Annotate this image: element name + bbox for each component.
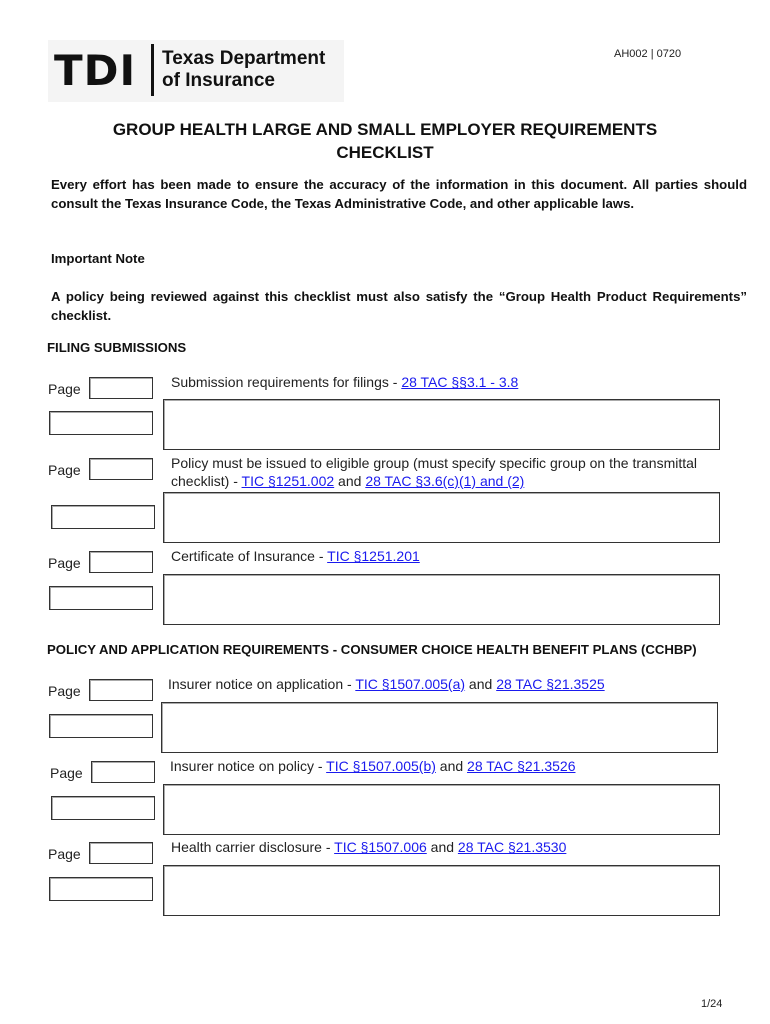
comment-field[interactable] (163, 574, 720, 625)
comment-field[interactable] (161, 702, 718, 753)
citation-link[interactable]: 28 TAC §21.3525 (496, 676, 605, 692)
page-number-input[interactable] (91, 761, 155, 783)
page-label: Page (48, 462, 81, 478)
requirement-text: Insurer notice on application - TIC §1507.005(a) and 28 TAC §21.3525 (168, 676, 605, 692)
citation-link[interactable]: 28 TAC §3.6(c)(1) and (2) (365, 473, 525, 489)
logo-text-line1: Texas Department (162, 48, 326, 69)
page-number-input[interactable] (89, 842, 153, 864)
form-code: AH002 | 0720 (614, 48, 682, 60)
page-number-input[interactable] (89, 679, 153, 701)
side-checkbox-field[interactable] (49, 586, 153, 610)
cchbp-heading: POLICY AND APPLICATION REQUIREMENTS - CONSUMER CHOICE HEALTH BENEFIT PLANS (CCHBP) (47, 642, 697, 657)
requirement-text: Policy must be issued to eligible group (must specify specific group on the transmittal checklist) - TIC §1251.002 and 28 TAC §3.6(c)(1) and (2) (171, 455, 698, 489)
citation-link[interactable]: TIC §1251.002 (241, 473, 335, 489)
logo-text-line2: of Insurance (162, 70, 275, 91)
page-title (60, 118, 710, 164)
citation-link[interactable]: TIC §1507.005(a) (355, 676, 466, 692)
comment-field[interactable] (163, 399, 720, 450)
page-number: 1/24 (701, 998, 723, 1010)
intro-paragraph: Every effort has been made to ensure the accuracy of the information in this document. All parties should consult the Texas Insurance Code, the Texas Administrative Code, and other applicable laws. (51, 177, 747, 211)
page-label: Page (48, 555, 81, 571)
page-label: Page (50, 765, 83, 781)
citation-link[interactable]: 28 TAC §§3.1 - 3.8 (401, 374, 519, 390)
page-number-input[interactable] (89, 377, 153, 399)
citation-link[interactable]: TIC §1507.006 (334, 839, 427, 855)
filing-submissions-heading: FILING SUBMISSIONS (47, 340, 187, 355)
tdi-logo (48, 40, 344, 102)
page-number-input[interactable] (89, 551, 153, 573)
requirement-text: Submission requirements for filings - 28 TAC §§3.1 - 3.8 (171, 374, 519, 390)
citation-link[interactable]: 28 TAC §21.3526 (467, 758, 576, 774)
logo-mark: TDI (54, 46, 137, 95)
title-line-1: GROUP HEALTH LARGE AND SMALL EMPLOYER REQUIREMENTS (112, 120, 658, 139)
requirement-text: Health carrier disclosure - TIC §1507.006 and 28 TAC §21.3530 (171, 839, 567, 855)
important-note-text: A policy being reviewed against this checklist must also satisfy the “Group Health Product Requirements” checklist. (51, 289, 747, 323)
citation-link[interactable]: TIC §1507.005(b) (326, 758, 436, 774)
page-number-input[interactable] (89, 458, 153, 480)
page-label: Page (48, 683, 81, 699)
side-checkbox-field[interactable] (51, 505, 155, 529)
requirement-text: Insurer notice on policy - TIC §1507.005(b) and 28 TAC §21.3526 (170, 758, 576, 774)
comment-field[interactable] (163, 784, 720, 835)
logo-divider (151, 44, 154, 96)
requirement-text: Certificate of Insurance - TIC §1251.201 (171, 548, 420, 564)
important-note-heading: Important Note (51, 251, 145, 266)
title-line-2: CHECKLIST (336, 143, 434, 162)
comment-field[interactable] (163, 492, 720, 543)
side-checkbox-field[interactable] (49, 411, 153, 435)
side-checkbox-field[interactable] (49, 714, 153, 738)
side-checkbox-field[interactable] (49, 877, 153, 901)
citation-link[interactable]: 28 TAC §21.3530 (457, 839, 567, 855)
side-checkbox-field[interactable] (51, 796, 155, 820)
page-label: Page (48, 381, 81, 397)
page-label: Page (48, 846, 81, 862)
comment-field[interactable] (163, 865, 720, 916)
citation-link[interactable]: TIC §1251.201 (327, 548, 420, 564)
